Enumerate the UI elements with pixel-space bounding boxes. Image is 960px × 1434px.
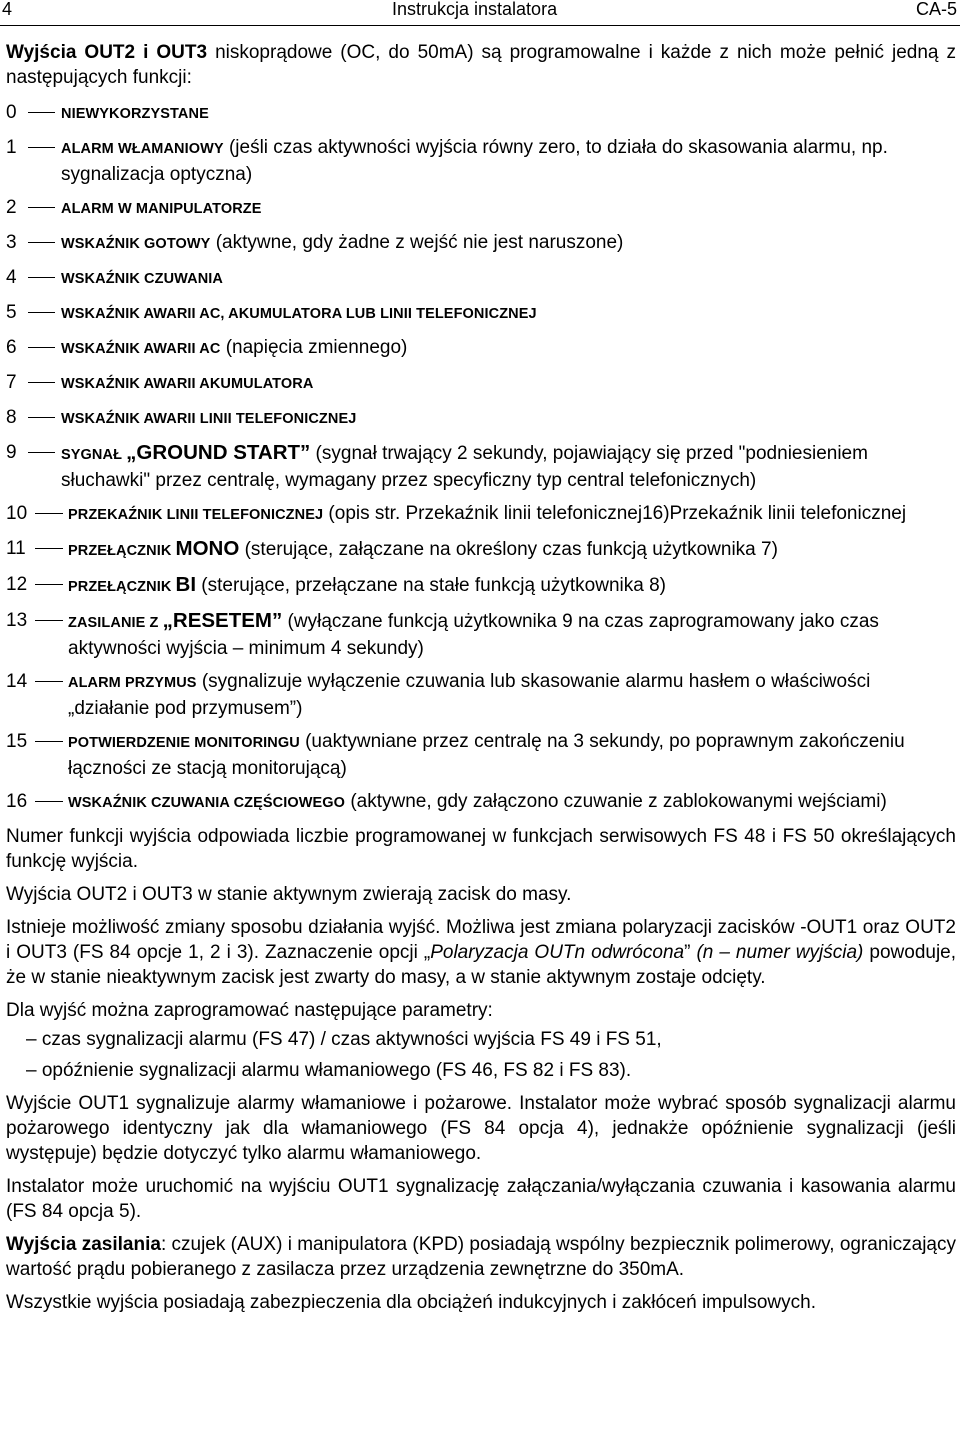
parameter-item: – opóźnienie sygnalizacji alarmu włamaniowego (FS 46, FS 82 i FS 83). — [26, 1060, 632, 1081]
function-item — [6, 501, 956, 528]
paragraph-protection: Wszystkie wyjścia posiadają zabezpieczenia dla obciążeń indukcyjnych i zakłóceń impulsowych. — [6, 1292, 816, 1313]
function-desc: (sygnalizuje wyłączenie czuwania lub skasowanie alarmu hasłem o właściwości „działanie pod przymusem”) — [68, 671, 871, 719]
paragraph-function-number: Numer funkcji wyjścia odpowiada liczbie programowanej w funkcjach serwisowych FS 48 i FS 50 określających funkcję wyjścia. — [6, 826, 956, 872]
function-item — [6, 195, 956, 222]
function-item — [6, 669, 956, 721]
function-item — [6, 572, 956, 600]
page-header — [0, 0, 960, 22]
function-number: 3 — [6, 230, 61, 257]
paragraph-active-state: Wyjścia OUT2 i OUT3 w stanie aktywnym zwierają zacisk do masy. — [6, 884, 572, 905]
function-number: 13 — [6, 608, 68, 661]
function-label: ALARM W MANIPULATORZE — [61, 201, 262, 217]
function-number: 16 — [6, 789, 68, 816]
parameter-item: – czas sygnalizacji alarmu (FS 47) / czas aktywności wyjścia FS 49 i FS 51, — [26, 1029, 662, 1050]
function-desc: (napięcia zmiennego) — [220, 337, 408, 358]
function-label: PRZEKAŹNIK LINII TELEFONICZNEJ — [68, 507, 324, 523]
function-item — [6, 405, 956, 432]
function-label: WSKAŹNIK CZUWANIA CZĘŚCIOWEGO — [68, 795, 346, 811]
paragraph-power-outputs: Wyjścia zasilania: czujek (AUX) i manipulatora (KPD) posiadają wspólny bezpiecznik polimerowy, ograniczający wartość prądu pobieranego z zasilacza przez urządzenia zewnętrzne do 350mA. — [6, 1234, 956, 1280]
function-desc: (sygnał trwający 2 sekundy, pojawiający się przed "podniesieniem słuchawki" przez centralę, wymagany przez specyficzny typ central telefonicznych) — [61, 443, 868, 491]
function-item — [6, 135, 956, 187]
document-title: Instrukcja instalatora — [392, 0, 558, 19]
function-item — [6, 230, 956, 257]
function-desc: (sterujące, załączane na określony czas funkcją użytkownika 7) — [239, 539, 778, 560]
function-label: WSKAŹNIK AWARII AKUMULATORA — [61, 376, 314, 392]
function-label: SYGNAŁ — [61, 447, 127, 463]
function-item — [6, 729, 956, 781]
function-item — [6, 300, 956, 327]
function-number: 0 — [6, 100, 61, 127]
function-desc: (sterujące, przełączane na stałe funkcją użytkownika 8) — [196, 575, 666, 596]
function-number: 8 — [6, 405, 61, 432]
function-item — [6, 100, 956, 127]
intro-paragraph — [6, 40, 956, 90]
function-desc: (aktywne, gdy załączono czuwanie z zablokowanymi wejściami) — [345, 791, 887, 812]
function-label: WSKAŹNIK AWARII LINII TELEFONICZNEJ — [61, 411, 357, 427]
function-desc: (wyłączane funkcją użytkownika 9 na czas zaprogramowany jako czas aktywności wyjścia – minimum 4 sekundy) — [68, 611, 879, 659]
function-number: 5 — [6, 300, 61, 327]
function-number: 14 — [6, 669, 68, 721]
function-label: ALARM PRZYMUS — [68, 675, 197, 691]
function-label: ZASILANIE Z — [68, 615, 163, 631]
function-item — [6, 608, 956, 661]
function-number: 15 — [6, 729, 68, 781]
header-rule — [0, 25, 960, 26]
function-label: WSKAŹNIK CZUWANIA — [61, 271, 223, 287]
paragraph-out1: Wyjście OUT1 sygnalizuje alarmy włamaniowe i pożarowe. Instalator może wybrać sposób sygnalizacji alarmu pożarowego identyczny jak dla włamaniowego (FS 84 opcja 4), jednakże opóźnienie sygnalizacji (jeśli występuje) będzie dotyczyć tylko alarmu włamaniowego. — [6, 1093, 956, 1164]
parameter-list — [26, 1027, 956, 1083]
function-highlight: „RESETEM” — [162, 609, 283, 632]
function-label: WSKAŹNIK AWARII AC — [61, 341, 221, 357]
paragraph-polarity: Istnieje możliwość zmiany sposobu działania wyjść. Możliwa jest zmiana polaryzacji zacisków -OUT1 oraz OUT2 i OUT3 (FS 84 opcje 1, 2 i 3). Zaznaczenie opcji „Polaryzacja OUTn odwrócona” (n – numer wyjścia) powoduje, że w stanie nieaktywnym zacisk jest zwarty do masy, a w stanie aktywnym zostaje odcięty. — [6, 917, 957, 988]
function-item — [6, 440, 956, 493]
intro-text: niskoprądowe (OC, do 50mA) są programowalne i każde z nich może pełnić jedną z następujących funkcji: — [6, 42, 956, 88]
function-label: ALARM WŁAMANIOWY — [61, 141, 224, 157]
function-item — [6, 536, 956, 564]
paragraph-out1-signalling: Instalator może uruchomić na wyjściu OUT1 sygnalizację załączania/wyłączania czuwania i kasowania alarmu (FS 84 opcja 5). — [6, 1176, 956, 1222]
function-number: 7 — [6, 370, 61, 397]
function-number: 6 — [6, 335, 61, 362]
function-desc: (opis str. Przekaźnik linii telefonicznej16)Przekaźnik linii telefonicznej — [323, 503, 907, 524]
function-number: 12 — [6, 572, 68, 600]
page-content — [6, 40, 956, 1315]
function-number: 4 — [6, 265, 61, 292]
function-item — [6, 335, 956, 362]
function-number: 2 — [6, 195, 61, 222]
function-list — [6, 100, 956, 816]
function-label: WSKAŹNIK AWARII AC, AKUMULATORA LUB LINII TELEFONICZNEJ — [61, 306, 537, 322]
paragraph-parameters: Dla wyjść można zaprogramować następujące parametry: — [6, 1000, 493, 1021]
intro-bold: Wyjścia OUT2 i OUT3 — [6, 42, 208, 63]
function-label: WSKAŹNIK GOTOWY — [61, 236, 211, 252]
function-desc: (aktywne, gdy żadne z wejść nie jest naruszone) — [210, 232, 624, 253]
function-number: 10 — [6, 501, 68, 528]
function-label: PRZEŁĄCZNIK — [68, 579, 176, 595]
function-number: 9 — [6, 440, 61, 493]
function-item — [6, 265, 956, 292]
function-desc: (jeśli czas aktywności wyjścia równy zero, to działa do skasowania alarmu, np. sygnalizacja optyczna) — [61, 137, 888, 185]
device-model: CA-5 — [915, 0, 957, 19]
function-label: NIEWYKORZYSTANE — [61, 106, 209, 122]
function-highlight: MONO — [175, 537, 240, 560]
function-number: 1 — [6, 135, 61, 187]
function-desc: (uaktywniane przez centralę na 3 sekundy, po poprawnym zakończeniu łączności ze stacją monitorującą) — [68, 731, 905, 779]
function-item — [6, 370, 956, 397]
page-number: 4 — [2, 0, 13, 19]
function-number: 11 — [6, 536, 68, 564]
function-highlight: BI — [175, 573, 197, 596]
function-highlight: „GROUND START” — [126, 441, 311, 464]
function-label: POTWIERDZENIE MONITORINGU — [68, 735, 300, 751]
function-item — [6, 789, 956, 816]
function-label: PRZEŁĄCZNIK — [68, 543, 176, 559]
